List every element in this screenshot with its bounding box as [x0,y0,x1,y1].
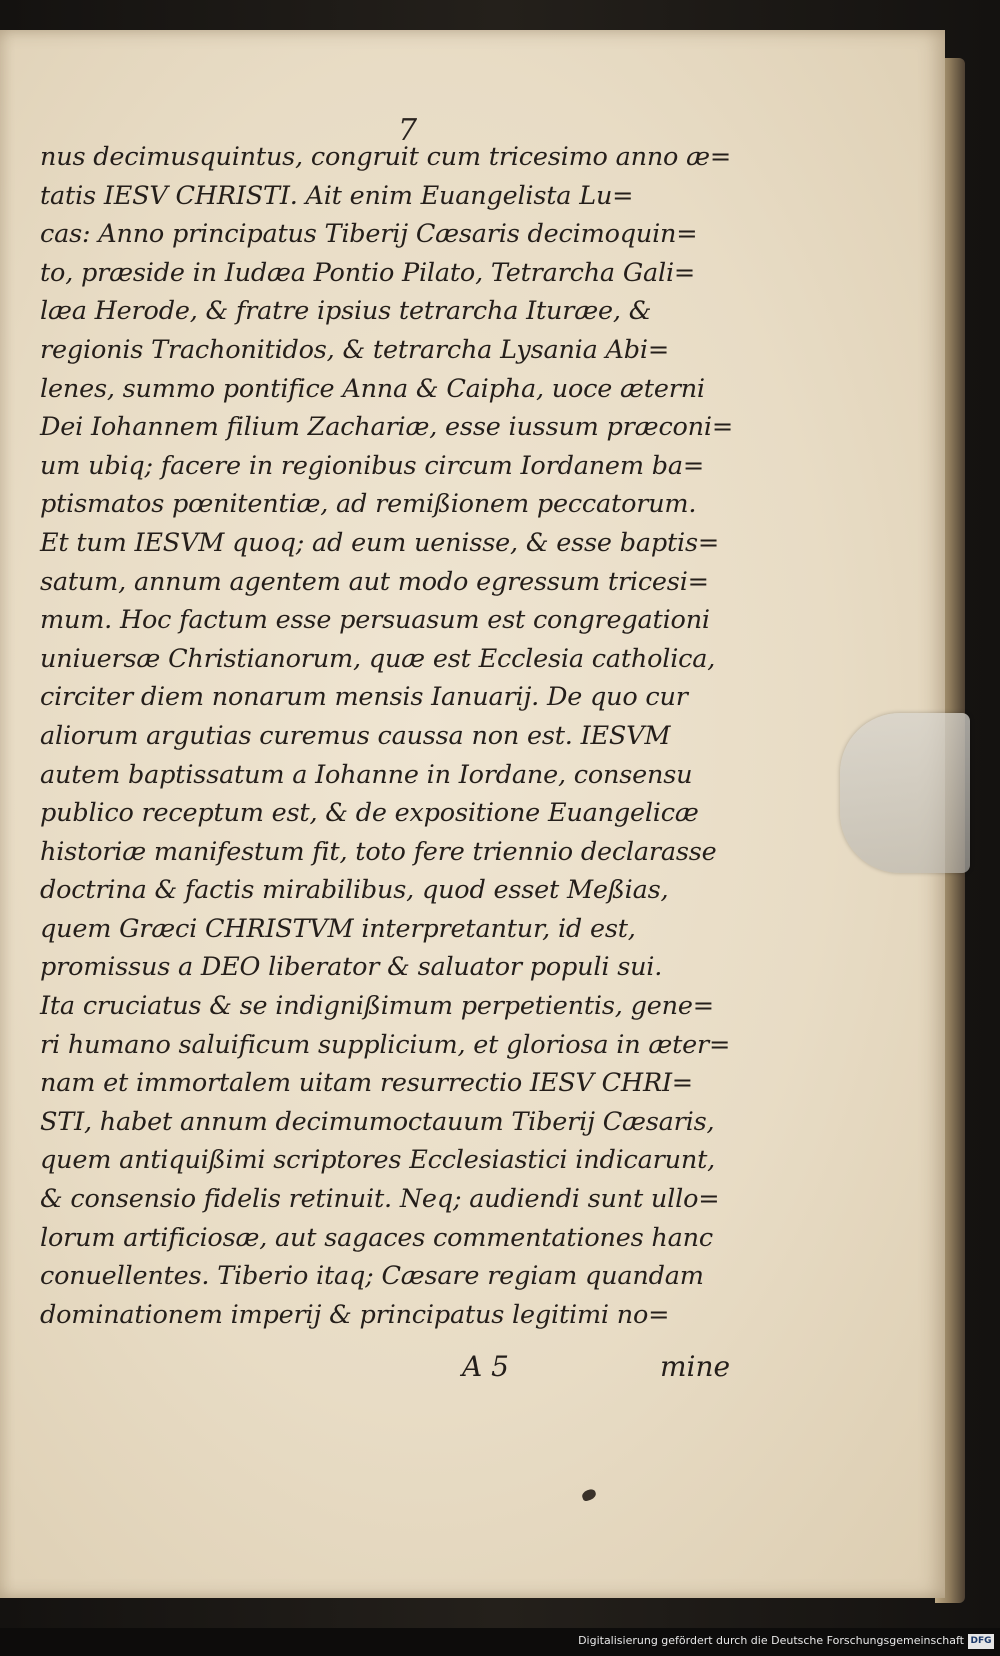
text-line: ri humano saluificum supplicium, et gloriosa in æter= [40,1029,731,1060]
text-line: tatis IESV CHRISTI. Ait enim Euangelista Lu= [40,180,634,211]
text-line: to, præside in Iudæa Pontio Pilato, Tetrarcha Gali= [40,257,696,288]
dfg-logo: DFG [968,1634,994,1649]
text-line: Ita cruciatus & se indignißimum perpetientis, gene= [40,991,714,1022]
text-line: quem Græci CHRISTVM interpretantur, id est, [40,913,636,944]
text-line: lenes, summo pontifice Anna & Caipha, uoce æterni [40,373,705,404]
text-line: autem baptissatum a Iohanne in Iordane, consensu [40,759,693,790]
text-line: quem antiquißimi scriptores Ecclesiastici indicarunt, [40,1145,716,1176]
text-line: doctrina & factis mirabilibus, quod esset Meßias, [40,875,669,906]
text-line: promissus a DEO liberator & saluator populi sui. [40,952,663,983]
text-line: historiæ manifestum fit, toto fere triennio declarasse [40,836,717,867]
text-line: læa Herode, & fratre ipsius tetrarcha Ituræe, & [40,296,652,327]
text-line: Et tum IESVM quoq; ad eum uenisse, & esse baptis= [40,527,719,558]
text-line: Dei Iohannem filium Zachariæ, esse iussum præconi= [40,412,734,443]
text-line: nus decimusquintus, congruit cum tricesimo anno æ= [40,142,732,172]
text-line: & consensio fidelis retinuit. Neq; audiendi sunt ullo= [40,1184,720,1215]
text-line: nam et immortalem uitam resurrectio IESV CHRI= [40,1068,693,1099]
text-line: uniuersæ Christianorum, quæ est Ecclesia catholica, [40,643,716,674]
text-line: aliorum argutias curemus caussa non est. IESVM [40,720,671,751]
text-line: mum. Hoc factum esse persuasum est congregationi [40,605,710,636]
text-line: regionis Trachonitidos, & tetrarcha Lysania Abi= [40,334,670,365]
text-line: cas: Anno principatus Tiberij Cæsaris decimoquin= [40,219,698,250]
footer-bar [0,1628,1000,1656]
text-line: circiter diem nonarum mensis Ianuarij. De quo cur [40,682,688,713]
catchword: mine [660,1350,731,1383]
page-number: 7 [398,113,418,148]
text-line: um ubiq; facere in regionibus circum Iordanem ba= [40,450,704,481]
page-tab [840,713,970,873]
text-line: dominationem imperij & principatus legitimi no= [40,1299,670,1330]
text-line: STI, habet annum decimumoctauum Tiberij Cæsaris, [40,1106,715,1137]
text-line: publico receptum est, & de expositione Euangelicæ [40,798,699,829]
text-line: lorum artificiosæ, aut sagaces commentationes hanc [40,1222,713,1253]
text-line: satum, annum agentem aut modo egressum tricesi= [40,566,709,597]
signature-mark: A 5 [462,1350,509,1383]
funding-credit: Digitalisierung gefördert durch die Deutsche Forschungsgemeinschaft [578,1634,964,1647]
body-text [40,138,735,1334]
text-line: ptismatos pœnitentiæ, ad remißionem peccatorum. [40,489,697,520]
text-line: conuellentes. Tiberio itaq; Cæsare regiam quandam [40,1261,704,1292]
